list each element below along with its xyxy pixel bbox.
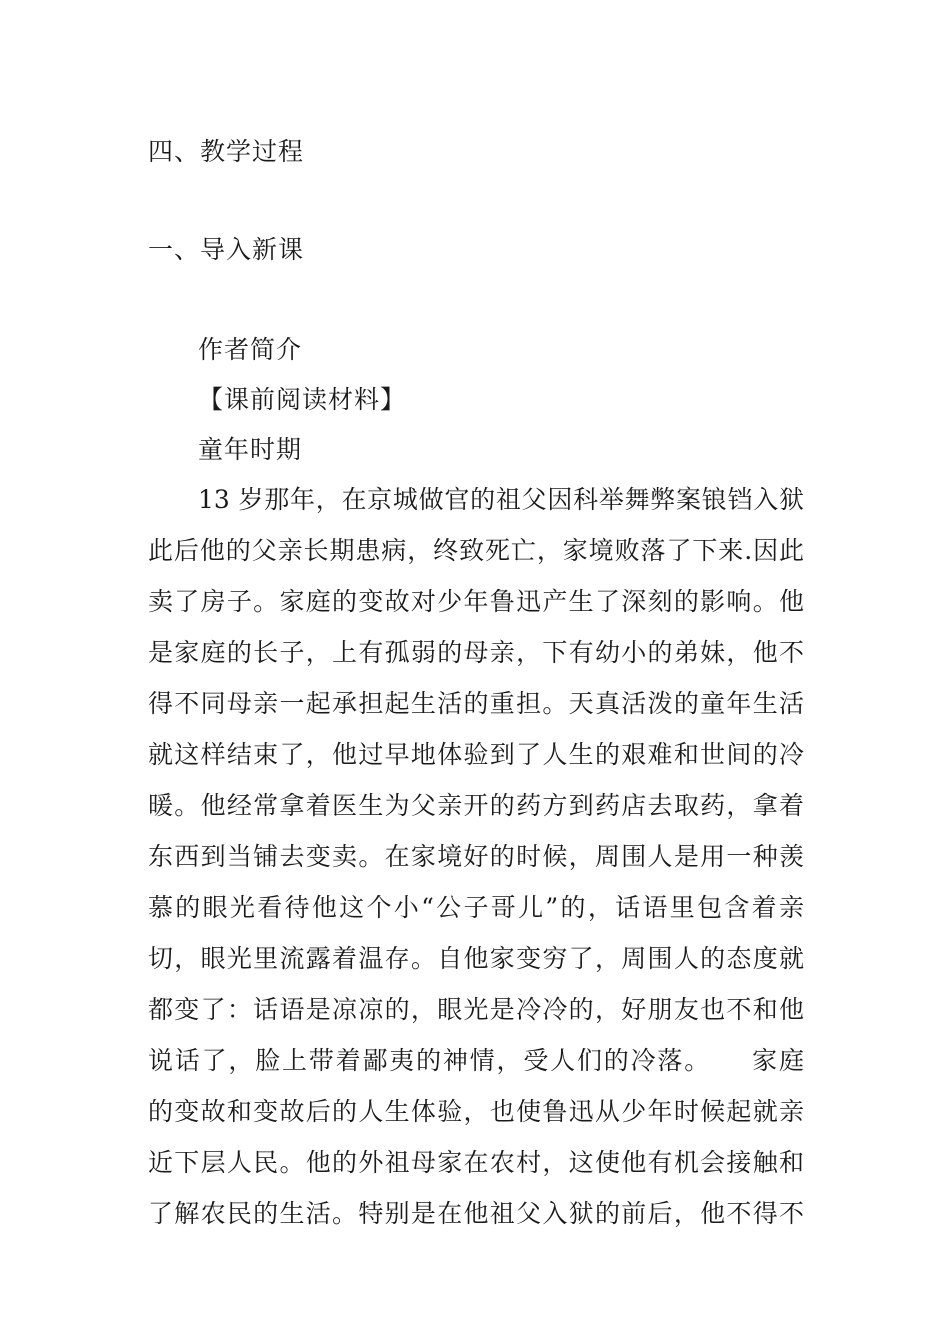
subheading-childhood: 童年时期 <box>198 435 303 464</box>
paragraph-line: 东西到当铺去变卖。在家境好的时候，周围人是用一种羡 <box>148 842 804 871</box>
paragraph-line: 是家庭的长子，上有孤弱的母亲，下有幼小的弟妹，他不 <box>148 638 804 667</box>
paragraph-line: 近下层人民。他的外祖母家在农村，这使他有机会接触和 <box>148 1148 804 1177</box>
subheading-author-intro: 作者简介 <box>198 335 303 364</box>
paragraph-line: 得不同母亲一起承担起生活的重担。天真活泼的童年生活 <box>148 689 804 718</box>
paragraph-line: 就这样结束了，他过早地体验到了人生的艰难和世间的冷 <box>148 740 804 769</box>
paragraph-line: 慕的眼光看待他这个小“公子哥儿”的，话语里包含着亲 <box>148 893 804 922</box>
paragraph-line: 说话了，脸上带着鄙夷的神情，受人们的冷落。 家庭 <box>148 1046 804 1075</box>
heading-introduce-lesson: 一、导入新课 <box>148 235 305 264</box>
heading-teaching-process: 四、教学过程 <box>148 137 305 166</box>
paragraph-line: 都变了：话语是凉凉的，眼光是冷冷的，好朋友也不和他 <box>148 995 804 1024</box>
paragraph-line: 切，眼光里流露着温存。自他家变穷了，周围人的态度就 <box>148 944 804 973</box>
subheading-pre-reading: 【课前阅读材料】 <box>198 385 407 414</box>
paragraph-line: 13 岁那年，在京城做官的祖父因科举舞弊案锒铛入狱 <box>198 485 804 514</box>
paragraph-line: 暖。他经常拿着医生为父亲开的药方到药店去取药，拿着 <box>148 791 804 820</box>
paragraph-line: 的变故和变故后的人生体验，也使鲁迅从少年时候起就亲 <box>148 1097 804 1126</box>
paragraph-line: 卖了房子。家庭的变故对少年鲁迅产生了深刻的影响。他 <box>148 587 804 616</box>
paragraph-line: 此后他的父亲长期患病，终致死亡，家境败落了下来.因此 <box>148 536 804 565</box>
paragraph-line: 了解农民的生活。特别是在他祖父入狱的前后，他不得不 <box>148 1199 804 1228</box>
